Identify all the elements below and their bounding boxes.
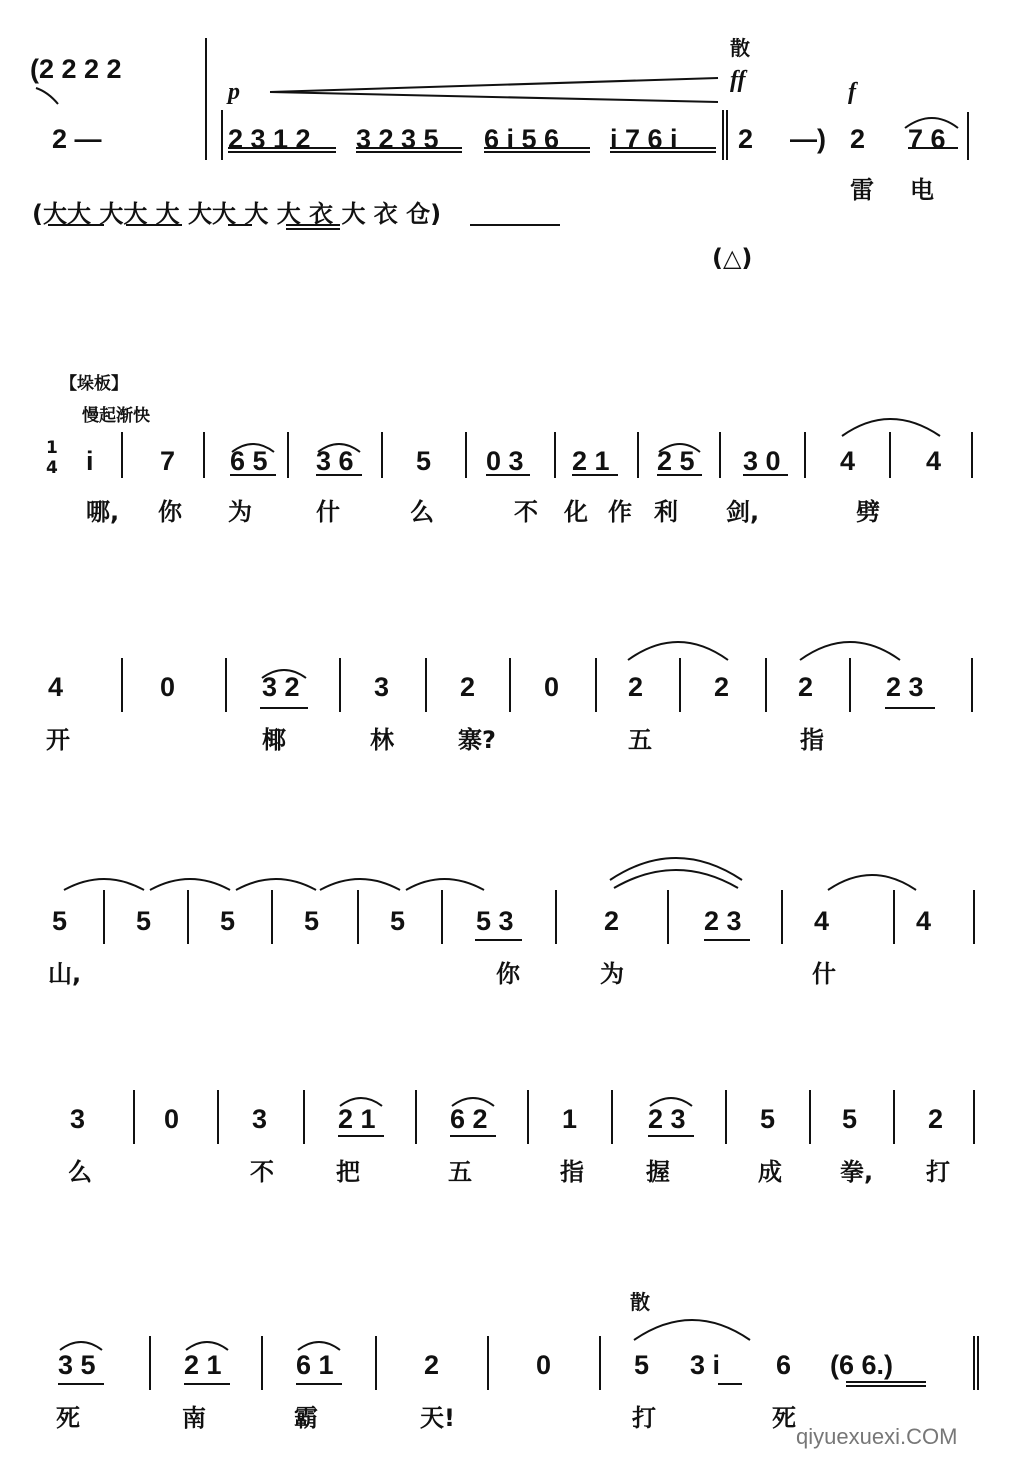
note: 0 3 [486, 446, 524, 476]
time-signature-top: 1 [46, 438, 58, 458]
note: 2 [628, 672, 644, 702]
lyric: 开 [46, 726, 70, 754]
lyric: 天! [420, 1404, 455, 1432]
lyric: 南 [182, 1404, 206, 1432]
note-group: —) [790, 124, 826, 154]
lyric: 利 [654, 498, 678, 526]
note: 7 [160, 446, 176, 476]
note: 3 2 [262, 672, 300, 702]
note: 1 [562, 1104, 578, 1134]
lyric: 山, [48, 960, 82, 988]
lyric: 指 [800, 726, 824, 754]
lyric: 你 [158, 498, 182, 526]
dynamic-f: f [848, 79, 856, 105]
lyric: 么 [410, 498, 434, 526]
note: 5 [634, 1350, 650, 1380]
note: 5 [220, 906, 236, 936]
lyric: 不 [514, 498, 538, 526]
time-signature-bottom: 4 [46, 458, 58, 478]
note: 5 [760, 1104, 776, 1134]
note: 0 [544, 672, 560, 702]
note: 0 [164, 1104, 180, 1134]
lyric: 椰 [262, 726, 286, 754]
note: 2 3 [648, 1104, 686, 1134]
percussion-mark: (△) [712, 244, 753, 272]
lyric: 五 [628, 726, 652, 754]
lyric: 什 [812, 960, 836, 988]
note: 0 [536, 1350, 552, 1380]
note: 5 [390, 906, 406, 936]
lyric: 剑, [726, 498, 760, 526]
lyric: 雷 [850, 176, 874, 204]
note: 0 [160, 672, 176, 702]
lyric: 你 [496, 960, 520, 988]
note: 6 2 [450, 1104, 488, 1134]
note: 2 [604, 906, 620, 936]
lyric: 电 [910, 176, 934, 204]
lyric: 霸 [294, 1404, 318, 1432]
dynamic-ff: ff [730, 67, 746, 93]
note: 5 3 [476, 906, 514, 936]
lyric: 成 [758, 1158, 782, 1186]
lyric: 握 [646, 1158, 670, 1186]
note: 3 [252, 1104, 268, 1134]
note-group: 7 6 [908, 124, 946, 154]
lyric: 不 [250, 1158, 274, 1186]
note: 5 [304, 906, 320, 936]
lyric: 五 [448, 1158, 472, 1186]
note: 6 5 [230, 446, 268, 476]
lyric: 指 [560, 1158, 584, 1186]
tempo-san-1: 散 [730, 36, 750, 60]
note-group: 2 [850, 124, 866, 154]
note: 3 6 [316, 446, 354, 476]
note: 3 0 [743, 446, 781, 476]
percussion-line: (大大 大大 大 大大 大 大 衣 大 衣 仓) [32, 200, 442, 228]
lyric: 为 [228, 498, 252, 526]
lyric: 死 [56, 1404, 80, 1432]
note: 4 [814, 906, 830, 936]
lyric: 为 [600, 960, 624, 988]
note: (6 6.) [830, 1350, 894, 1380]
lyric: 哪, [86, 498, 120, 526]
note: 4 [916, 906, 932, 936]
watermark: qiyuexuexi.COM [796, 1424, 958, 1449]
note: 2 [798, 672, 814, 702]
note-group: 2 [738, 124, 754, 154]
note: 2 [460, 672, 476, 702]
note: 4 [48, 672, 64, 702]
lyric: 什 [316, 498, 340, 526]
tempo-san-2: 散 [630, 1290, 650, 1314]
lyric: 么 [68, 1158, 92, 1186]
note: i [86, 446, 94, 476]
lyric: 打 [632, 1404, 656, 1432]
lyric: 拳, [840, 1158, 874, 1186]
note: 5 [842, 1104, 858, 1134]
lyric: 化 [564, 498, 588, 526]
lyric: 寨? [458, 726, 496, 754]
section-label: 【垛板】 [60, 374, 128, 394]
lyric: 林 [370, 726, 394, 754]
lyric: 死 [772, 1404, 796, 1432]
note: 3 5 [58, 1350, 96, 1380]
note-group: 6 i 5 6 [484, 124, 560, 154]
note: 4 [926, 446, 942, 476]
note: 5 [136, 906, 152, 936]
note: 3 [70, 1104, 86, 1134]
note: 5 [52, 906, 68, 936]
note: 2 3 [886, 672, 924, 702]
note: 6 [776, 1350, 792, 1380]
note: 2 1 [572, 446, 610, 476]
note: 5 [416, 446, 432, 476]
note: 2 [714, 672, 730, 702]
note: 2 [424, 1350, 440, 1380]
note: 3 i [690, 1350, 721, 1380]
note: 2 1 [338, 1104, 376, 1134]
note-group: i 7 6 i [610, 124, 678, 154]
note: 2 [928, 1104, 944, 1134]
note: 3 [374, 672, 390, 702]
intro-notes-top: (2 2 2 2 [30, 54, 122, 84]
lyric: 把 [336, 1158, 360, 1186]
note-group: 2 3 1 2 [228, 124, 311, 154]
intro-notes-bottom: 2 — [52, 124, 102, 154]
lyric: 劈 [856, 498, 880, 526]
tempo-marking: 慢起渐快 [82, 406, 150, 426]
dynamic-p: p [228, 79, 240, 105]
note: 6 1 [296, 1350, 334, 1380]
note: 2 3 [704, 906, 742, 936]
note: 2 1 [184, 1350, 222, 1380]
note: 4 [840, 446, 856, 476]
note: 2 5 [657, 446, 695, 476]
lyric: 打 [926, 1158, 950, 1186]
lyric: 作 [608, 498, 632, 526]
note-group: 3 2 3 5 [356, 124, 439, 154]
